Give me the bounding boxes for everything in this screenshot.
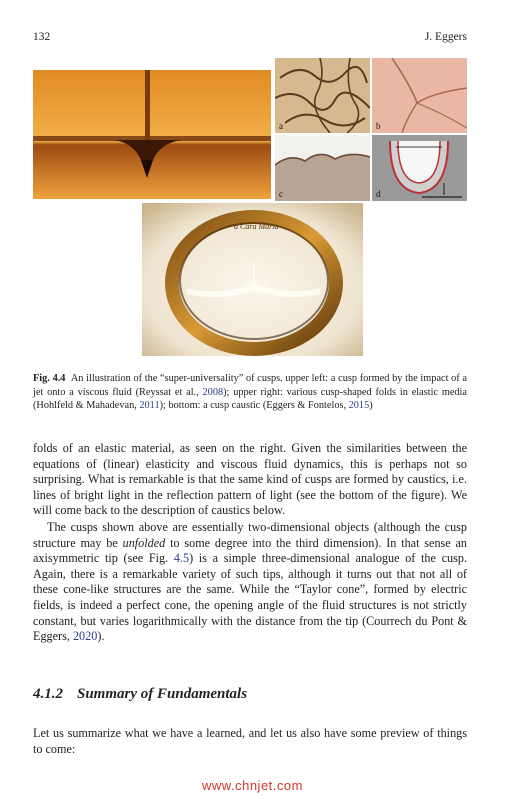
- section-number: 4.1.2: [33, 686, 63, 702]
- ring-inscription: a Cara Maria: [234, 222, 279, 231]
- body-paragraph-1: folds of an elastic material, as seen on the right. Given the similarities between the equations of (linear) elasticity and viscous fluid dynamics, this is perhaps not so surprising. What is remarkable is that the same kind of cusps are formed by caustics, i.e. lines of bright light in the reflection pattern of light (see the bottom of the figure). We will come back to the description of caustics below.: [33, 441, 467, 518]
- panel-label-c: c: [279, 189, 283, 199]
- citation-link-eggers-fontelos[interactable]: 2015: [348, 400, 370, 411]
- watermark: www.chnjet.com: [202, 778, 303, 793]
- citation-link-courrech[interactable]: 2020: [72, 629, 98, 644]
- body-paragraph-3: Let us summarize what we have a learned, and let us also have some preview of things to come:: [33, 726, 467, 756]
- running-head-author: J. Eggers: [424, 31, 467, 43]
- caption-label: Fig. 4.4: [33, 373, 66, 384]
- tissue-graphic-c: [275, 135, 370, 201]
- ring-caustic-graphic: [142, 203, 363, 356]
- panel-label-a: a: [279, 121, 283, 131]
- citation-link-reyssat[interactable]: 2008: [202, 386, 224, 398]
- section-heading: [33, 686, 247, 703]
- panel-label-b: b: [376, 121, 381, 131]
- figure-ring-caustic-photo: [142, 203, 363, 356]
- page-number: 132: [33, 31, 51, 43]
- figure-jet-cusp-photo: [33, 70, 271, 199]
- cross-section-graphic-d: [372, 135, 467, 201]
- folds-graphic-a: [275, 58, 370, 133]
- jet-cusp-graphic: [33, 70, 271, 199]
- body-paragraph-2: The cusps shown above are essentially two-dimensional objects (although the cusp structure may be unfolded to some degree into the third dimension). In that sense an axisymmetric tip (see Fig. 4.5) is a simple three-dimensional analogue of the cusp. Again, there is a remarkable variety of such tips, although it turns out that not all of these cone-like structures are the same. While the “Taylor cone”, formed by electric fields, is indeed a perfect cone, the opening angle of the fluid structures is not strictly constant, but varies logarithmically with the distance from the tip (Courrech du Pont & Eggers, 2020).: [33, 520, 468, 644]
- figure-ref-link[interactable]: 4.5: [173, 551, 190, 566]
- figure-panel-d-cross-section: [372, 135, 467, 201]
- figure-panel-c-tissue: [275, 135, 370, 201]
- folds-graphic-b: [372, 58, 467, 133]
- figure-panel-b-folds: [372, 58, 467, 133]
- figure-panel-a-folds: [275, 58, 370, 133]
- figure-caption: Fig. 4.4 An illustration of the “super-universality” of cusps. upper left: a cusp formed by the impact of a jet onto a viscous fluid (Reyssat et al., 2008); upper right: various cusp-shaped folds in elastic media (Hohlfeld & Mahadevan, 2011); bottom: a cusp caustic (Eggers & Fontelos, 2015): [33, 373, 467, 411]
- section-title: Summary of Fundamentals: [77, 686, 248, 702]
- citation-link-hohlfeld[interactable]: 2011: [139, 400, 160, 411]
- panel-label-d: d: [376, 189, 381, 199]
